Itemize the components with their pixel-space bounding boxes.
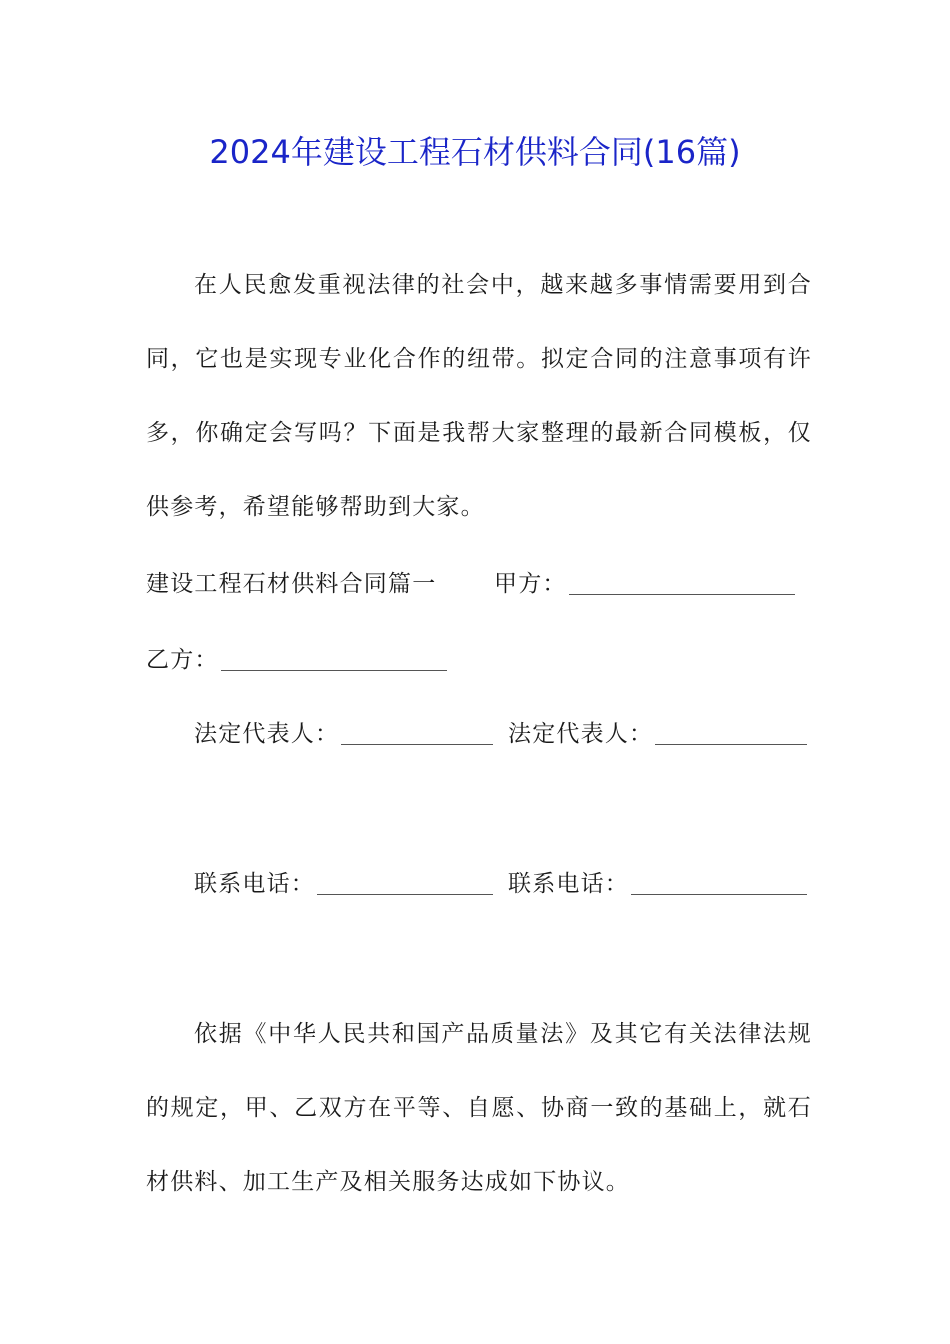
legal-rep-a-line bbox=[194, 714, 493, 754]
phone-b-blank bbox=[631, 870, 807, 895]
contract-heading-line bbox=[146, 564, 436, 604]
intro-paragraph: 在人民愈发重视法律的社会中，越来越多事情需要用到合同，它也是实现专业化合作的纽带。拟定合同的注意事项有许多，你确定会写吗？下面是我帮大家整理的最新合同模板，仅供参考，希望能够帮助到大家。 bbox=[146, 272, 812, 520]
party-a-label: 甲方： bbox=[494, 571, 567, 597]
document-title: 2024年建设工程石材供料合同(16篇) bbox=[209, 133, 741, 171]
legal-rep-b-label: 法定代表人： bbox=[508, 721, 654, 747]
phone-b-label: 联系电话： bbox=[508, 871, 629, 897]
party-b-label: 乙方： bbox=[146, 647, 219, 673]
basis-paragraph: 依据《中华人民共和国产品质量法》及其它有关法律法规的规定，甲、乙双方在平等、自愿、协商一致的基础上，就石材供料、加工生产及相关服务达成如下协议。 bbox=[146, 1021, 812, 1195]
legal-rep-b-line bbox=[508, 714, 807, 754]
legal-rep-b-blank bbox=[655, 720, 807, 745]
phone-a-line bbox=[194, 864, 493, 904]
contract-heading: 建设工程石材供料合同篇一 bbox=[146, 571, 437, 597]
party-b-line bbox=[146, 640, 447, 680]
legal-rep-a-blank bbox=[341, 720, 493, 745]
legal-rep-a-label: 法定代表人： bbox=[194, 721, 340, 747]
phone-b-line bbox=[508, 864, 807, 904]
phone-a-blank bbox=[317, 870, 493, 895]
party-a-blank bbox=[569, 570, 795, 595]
party-a-line bbox=[494, 564, 795, 604]
party-b-blank bbox=[221, 646, 447, 671]
phone-a-label: 联系电话： bbox=[194, 871, 315, 897]
